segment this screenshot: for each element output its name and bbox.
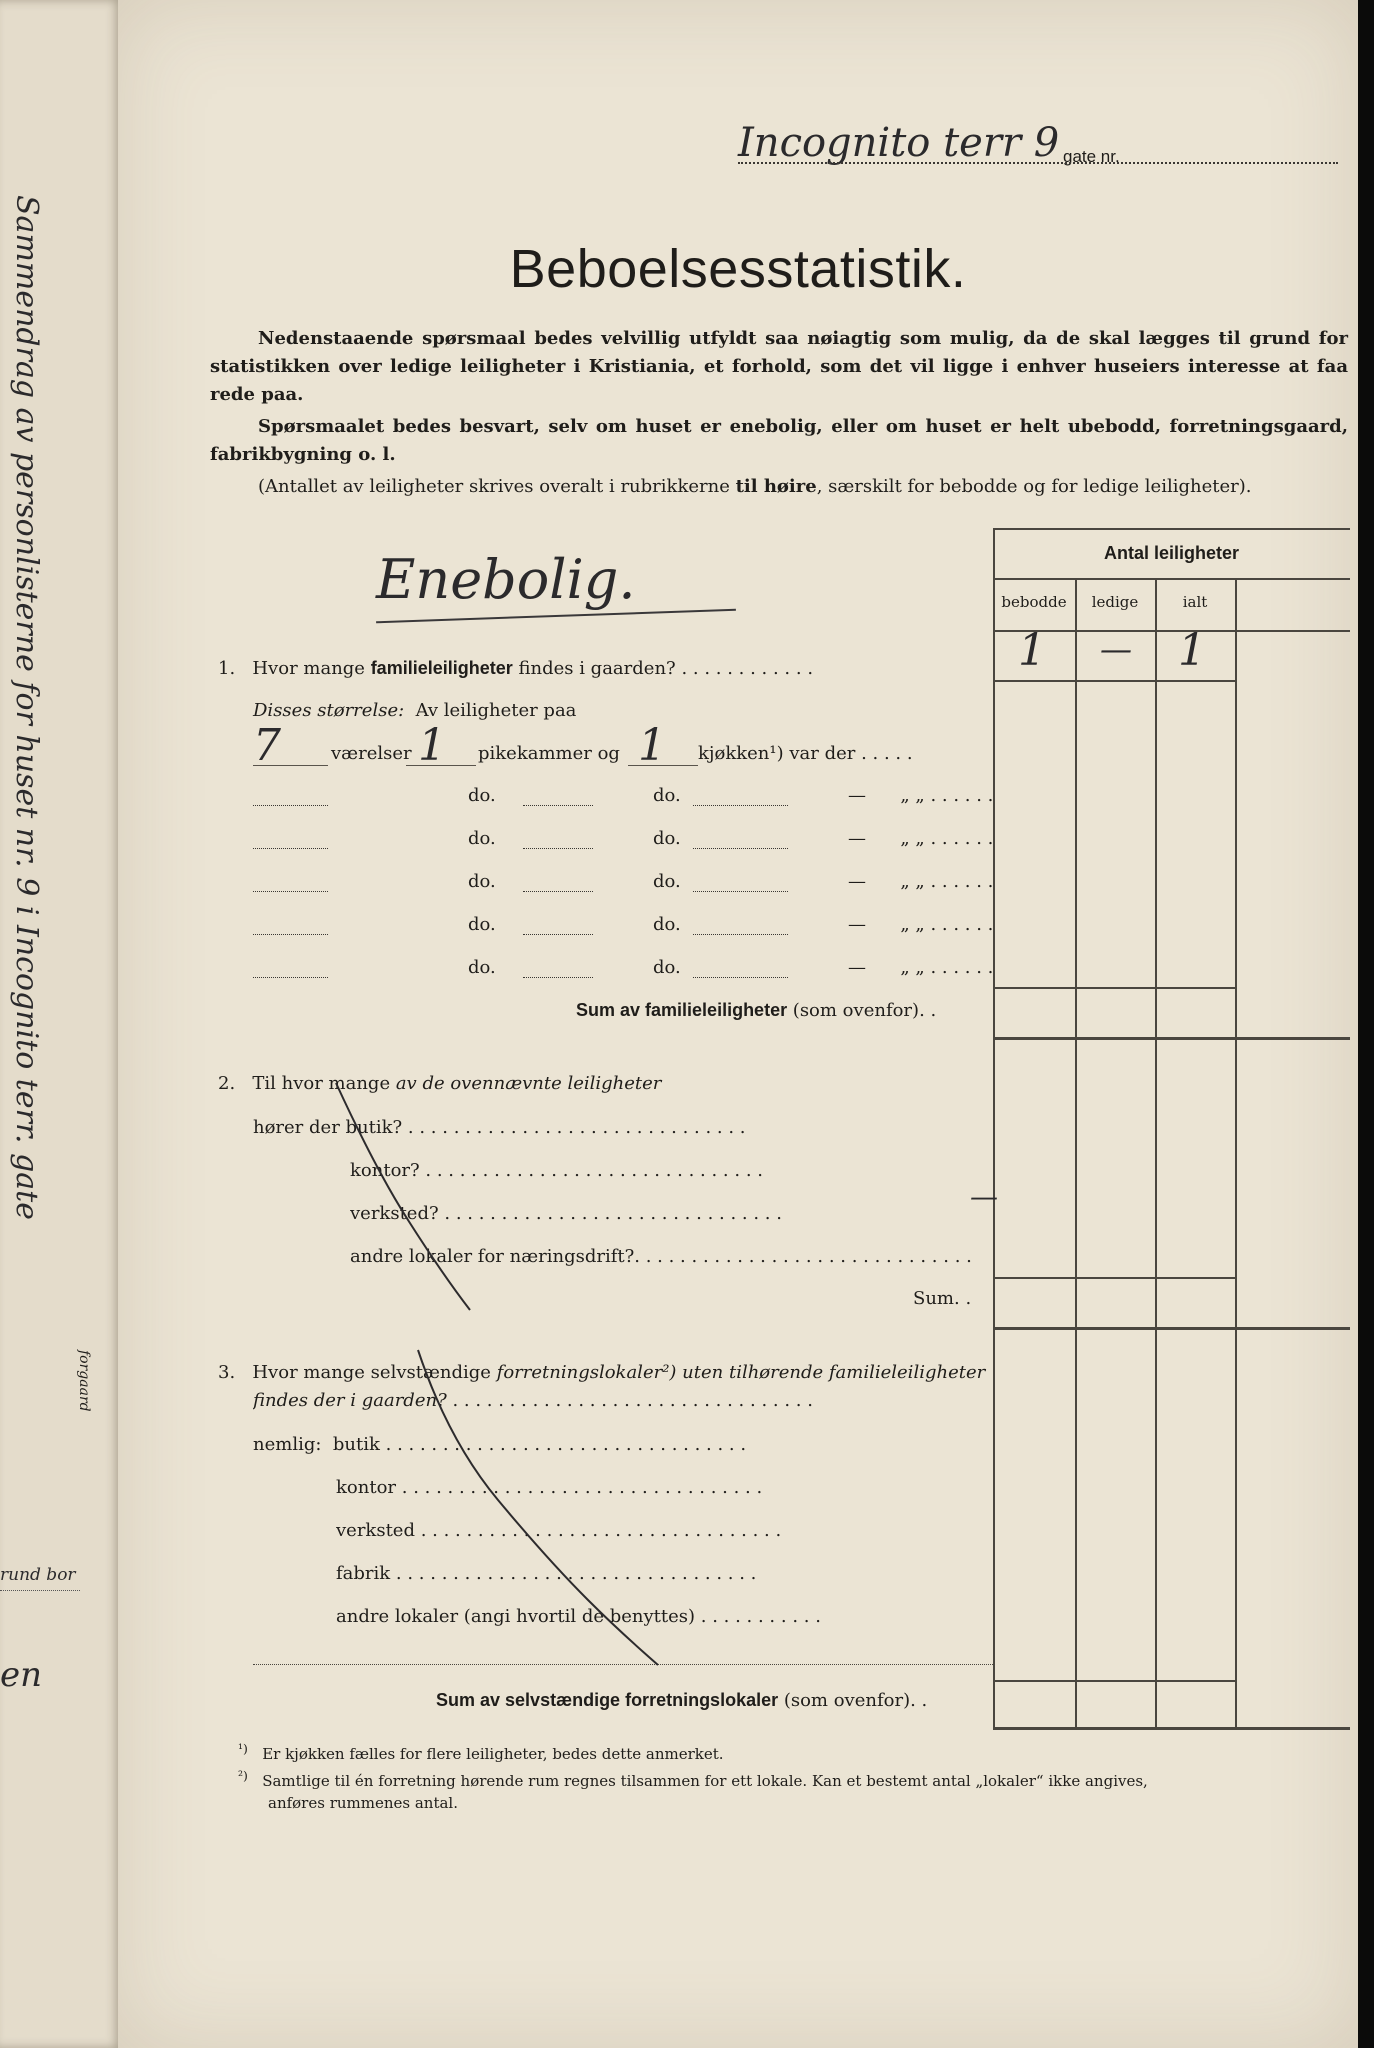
sum-family-bold: Sum av familieleiligheter [576, 1000, 788, 1020]
do-label: do. [468, 914, 496, 935]
q3-dots: . . . . . . . . . . . . . . . . . . . . . . . . . . . . . . . . [401, 1477, 763, 1498]
do-label: do. [468, 785, 496, 806]
handwritten-enebolig: Enebolig. [376, 548, 636, 611]
q2-handwritten-dash: — [970, 1180, 998, 1213]
dash: — [848, 957, 866, 978]
handwritten-pikekammer: 1 [418, 720, 446, 771]
question-1-number: 1. [218, 658, 236, 679]
form-sheet [118, 0, 1358, 2048]
question-1-text-b: findes i gaarden? [512, 658, 676, 679]
intro-paragraph-3-bold: til høire [735, 476, 817, 497]
do-label: do. [653, 914, 681, 935]
dash: — [848, 828, 866, 849]
q2-dots: . . . . . . . . . . . . . . . . . . . . . . . . . . . . . . [425, 1160, 763, 1181]
do-label: do. [653, 828, 681, 849]
q2-kontor-label: kontor? [350, 1160, 420, 1181]
footnote-2 [238, 1765, 1318, 1792]
ditto-marks: „ „ . . . . . . [900, 785, 994, 806]
ditto-marks: „ „ . . . . . . [900, 957, 994, 978]
margin-vertical-text-label: Sammendrag av personlisterne for huset nr. 9 i Incognito terr. gate [9, 195, 44, 1220]
q3-dots: . . . . . . . . . . . . . . . . . . . . . . . . . . . . . . . . [395, 1563, 757, 1584]
footnote-1-mark: ¹) [238, 1741, 248, 1756]
margin-fragment-handwritten: en [0, 1655, 43, 1695]
value-ialt-q1: 1 [1178, 625, 1206, 676]
margin-fragment-grund-bor: rund bor [0, 1565, 76, 1585]
q2-dots: . . . . . . . . . . . . . . . . . . . . . . . . . . . . . . [634, 1246, 972, 1267]
handwritten-street-name: Incognito terr 9 [738, 120, 1060, 166]
sum-family-rest: (som ovenfor). . [787, 1000, 937, 1021]
do-label: do. [653, 957, 681, 978]
dash: — [848, 871, 866, 892]
q3-nemlig-label: nemlig: [253, 1434, 322, 1455]
q3-dots: . . . . . . . . . . . . . . . . . . . . . . . . . . . . . . . . [385, 1434, 747, 1455]
ditto-marks: „ „ . . . . . . [900, 914, 994, 935]
q2-andre-label: andre lokaler for næringsdrift? [350, 1246, 635, 1267]
q2-sum-dots: . [965, 1288, 972, 1309]
handwritten-kjokken: 1 [638, 720, 666, 771]
question-2-ital: av de ovennævnte leiligheter [395, 1073, 662, 1094]
size-text: Av leiligheter paa [415, 700, 577, 721]
question-3-line-2-text: findes der i gaarden? [253, 1390, 447, 1411]
margin-dotted-line [0, 1590, 80, 1591]
vaerelser-label: værelser [331, 743, 412, 764]
question-1-dots: . . . . . . . . . . . . [681, 658, 814, 679]
q2-butik-label: hører der butik? [253, 1117, 403, 1138]
margin-fragment-forgaard: forgaard [76, 1350, 92, 1412]
col-header-bebodde: bebodde [1001, 593, 1067, 611]
previous-sheet-edge [0, 0, 122, 2048]
dash: — [848, 785, 866, 806]
page-title: Beboelsesstatistik. [509, 239, 967, 299]
q3-kontor-label: kontor [336, 1477, 397, 1498]
do-label: do. [468, 828, 496, 849]
question-3-ital-a: forretningslokaler²) [496, 1362, 677, 1383]
pikekammer-label: pikekammer og [478, 743, 620, 764]
footnote-2-cont: anføres rummenes antal. [268, 1794, 458, 1812]
q2-dots: . . . . . . . . . . . . . . . . . . . . . . . . . . . . . . [407, 1117, 746, 1138]
intro-paragraph-3-text-b: , særskilt for bebodde og for ledige leiligheter). [816, 476, 1252, 497]
intro-paragraph-1-text: Nedenstaaende spørsmaal bedes velvillig utfyldt saa nøiagtig som mulig, da de skal lægges til grund for statistikken over ledige leiligheter i Kristiania, et forhold, som det vil ligge i enhver huseiers interesse at faa rede paa. [210, 328, 1348, 405]
q3-dots: . . . . . . . . . . . . . . . . . . . . . . . . . . . . . . . . [420, 1520, 782, 1541]
q2-sum-label: Sum. [913, 1288, 960, 1309]
kjokken-label-text: kjøkken¹) var der [698, 743, 856, 764]
kjokken-dots: . . . . . [861, 743, 913, 764]
question-2-number: 2. [218, 1073, 236, 1094]
do-label: do. [468, 957, 496, 978]
value-ledige-q1: — [1100, 630, 1132, 668]
q3-butik-label: butik [332, 1434, 380, 1455]
question-1-text-a: Hvor mange [252, 658, 371, 679]
question-2-text-a: Til hvor mange [252, 1073, 396, 1094]
size-label: Disses størrelse: [253, 700, 405, 721]
q3-verksted-label: verksted [336, 1520, 415, 1541]
col-header-ialt: ialt [1182, 593, 1208, 611]
q3-fabrik-label: fabrik [336, 1563, 391, 1584]
col-header-ledige: ledige [1091, 593, 1139, 611]
value-bebodde-q1: 1 [1018, 625, 1046, 676]
intro-paragraph-2-text: Spørsmaalet bedes besvart, selv om huset er enebolig, eller om huset er helt ubebodd, forretningsgaard, fabrikbygning o. l. [210, 416, 1348, 465]
sum-business-bold: Sum av selvstændige forretningslokaler [436, 1690, 779, 1710]
footnote-2-text: Samtlige til én forretning hørende rum regnes tilsammen for ett lokale. Kan et bestemt antal „lokaler“ ikke angives, [262, 1772, 1148, 1790]
q2-dots: . . . . . . . . . . . . . . . . . . . . . . . . . . . . . . [444, 1203, 782, 1224]
question-3-ital-b: uten tilhørende familieleiligheter [682, 1362, 986, 1383]
footnote-1 [238, 1738, 1318, 1765]
table-header-title: Antal leiligheter [1103, 543, 1240, 563]
q3-dots: . . . . . . . . . . . [700, 1606, 821, 1627]
do-label: do. [653, 785, 681, 806]
stroke-q2 [336, 1083, 470, 1310]
handwritten-vaerelser: 7 [253, 720, 281, 771]
stroke-q3 [418, 1350, 658, 1665]
footnote-2-mark: ²) [238, 1768, 248, 1783]
question-3-number: 3. [218, 1362, 236, 1383]
question-3-text-a: Hvor mange selvstændige [252, 1362, 497, 1383]
footnote-1-text: Er kjøkken fælles for flere leiligheter, bedes dette anmerket. [262, 1745, 724, 1763]
footnotes [238, 1738, 1318, 1814]
ditto-marks: „ „ . . . . . . [900, 871, 994, 892]
ditto-marks: „ „ . . . . . . [900, 828, 994, 849]
do-label: do. [468, 871, 496, 892]
q2-verksted-label: verksted? [350, 1203, 439, 1224]
street-label: gate nr. [1063, 147, 1120, 166]
margin-vertical-text [9, 195, 44, 1295]
do-label: do. [653, 871, 681, 892]
q3-andre-label: andre lokaler (angi hvortil de benyttes) [336, 1606, 696, 1627]
intro-paragraph-3-text-a: (Antallet av leiligheter skrives overalt i rubrikkerne [258, 476, 736, 497]
dash: — [848, 914, 866, 935]
question-1-bold: familieleiligheter [370, 658, 513, 678]
sum-business-rest: (som ovenfor). . [778, 1690, 928, 1711]
q3-dots: . . . . . . . . . . . . . . . . . . . . . . . . . . . . . . . . [452, 1390, 813, 1411]
